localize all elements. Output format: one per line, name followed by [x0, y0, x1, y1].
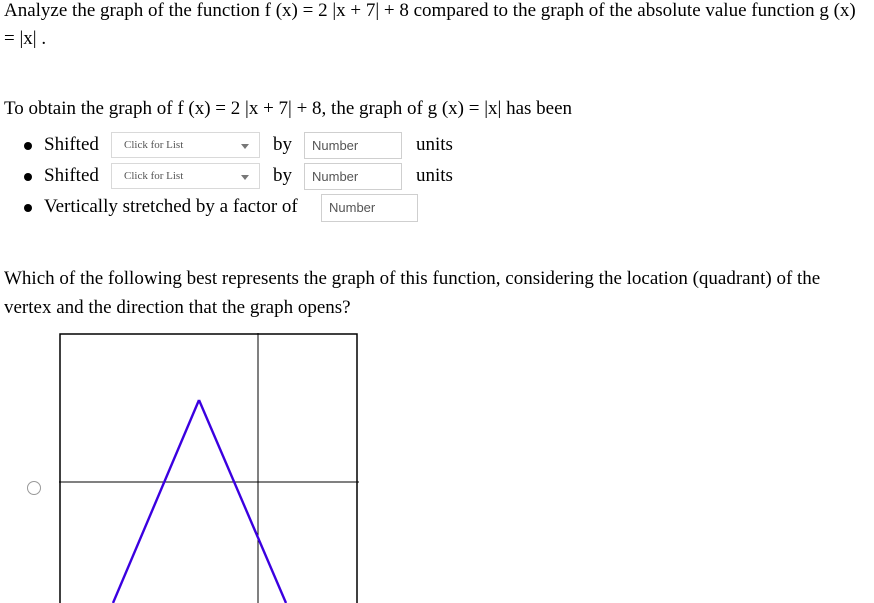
shift-direction-select-1[interactable]: [111, 132, 260, 158]
bullet-icon: [24, 204, 32, 212]
shift-label-1: Shifted: [44, 134, 99, 155]
transform-lead: To obtain the graph of f (x) = 2 |x + 7| + 8, the graph of g (x) = |x| has been: [4, 98, 573, 119]
shift-direction-select-2[interactable]: [111, 163, 260, 189]
answer-graph-option-1: [59, 333, 359, 603]
transform-row-3: [24, 194, 544, 226]
graph-frame: [60, 334, 357, 603]
transform-row-2: [24, 163, 544, 195]
shift-amount-input-2[interactable]: Number: [304, 163, 402, 190]
stretch-factor-input[interactable]: Number: [321, 194, 418, 222]
bullet-icon: [24, 142, 32, 150]
transform-row-1: [24, 132, 544, 164]
dropdown-arrow-icon: [241, 175, 249, 180]
by-label-2: by: [273, 165, 292, 186]
select-placeholder: Click for List: [124, 139, 184, 151]
bullet-icon: [24, 173, 32, 181]
shift-label-2: Shifted: [44, 165, 99, 186]
units-label-2: units: [416, 165, 453, 186]
units-label-1: units: [416, 134, 453, 155]
by-label-1: by: [273, 134, 292, 155]
shift-amount-input-1[interactable]: Number: [304, 132, 402, 159]
question-intro: Analyze the graph of the function f (x) = 2 |x + 7| + 8 compared to the graph of the absolute value function g (x) = |x| .: [4, 0, 856, 49]
select-placeholder: Click for List: [124, 170, 184, 182]
stretch-label: Vertically stretched by a factor of: [44, 196, 298, 217]
dropdown-arrow-icon: [241, 144, 249, 149]
question-prompt: Which of the following best represents the graph of this function, considering the location (quadrant) of the vertex and the direction that the graph opens?: [4, 268, 821, 318]
answer-option-radio[interactable]: [27, 481, 41, 495]
